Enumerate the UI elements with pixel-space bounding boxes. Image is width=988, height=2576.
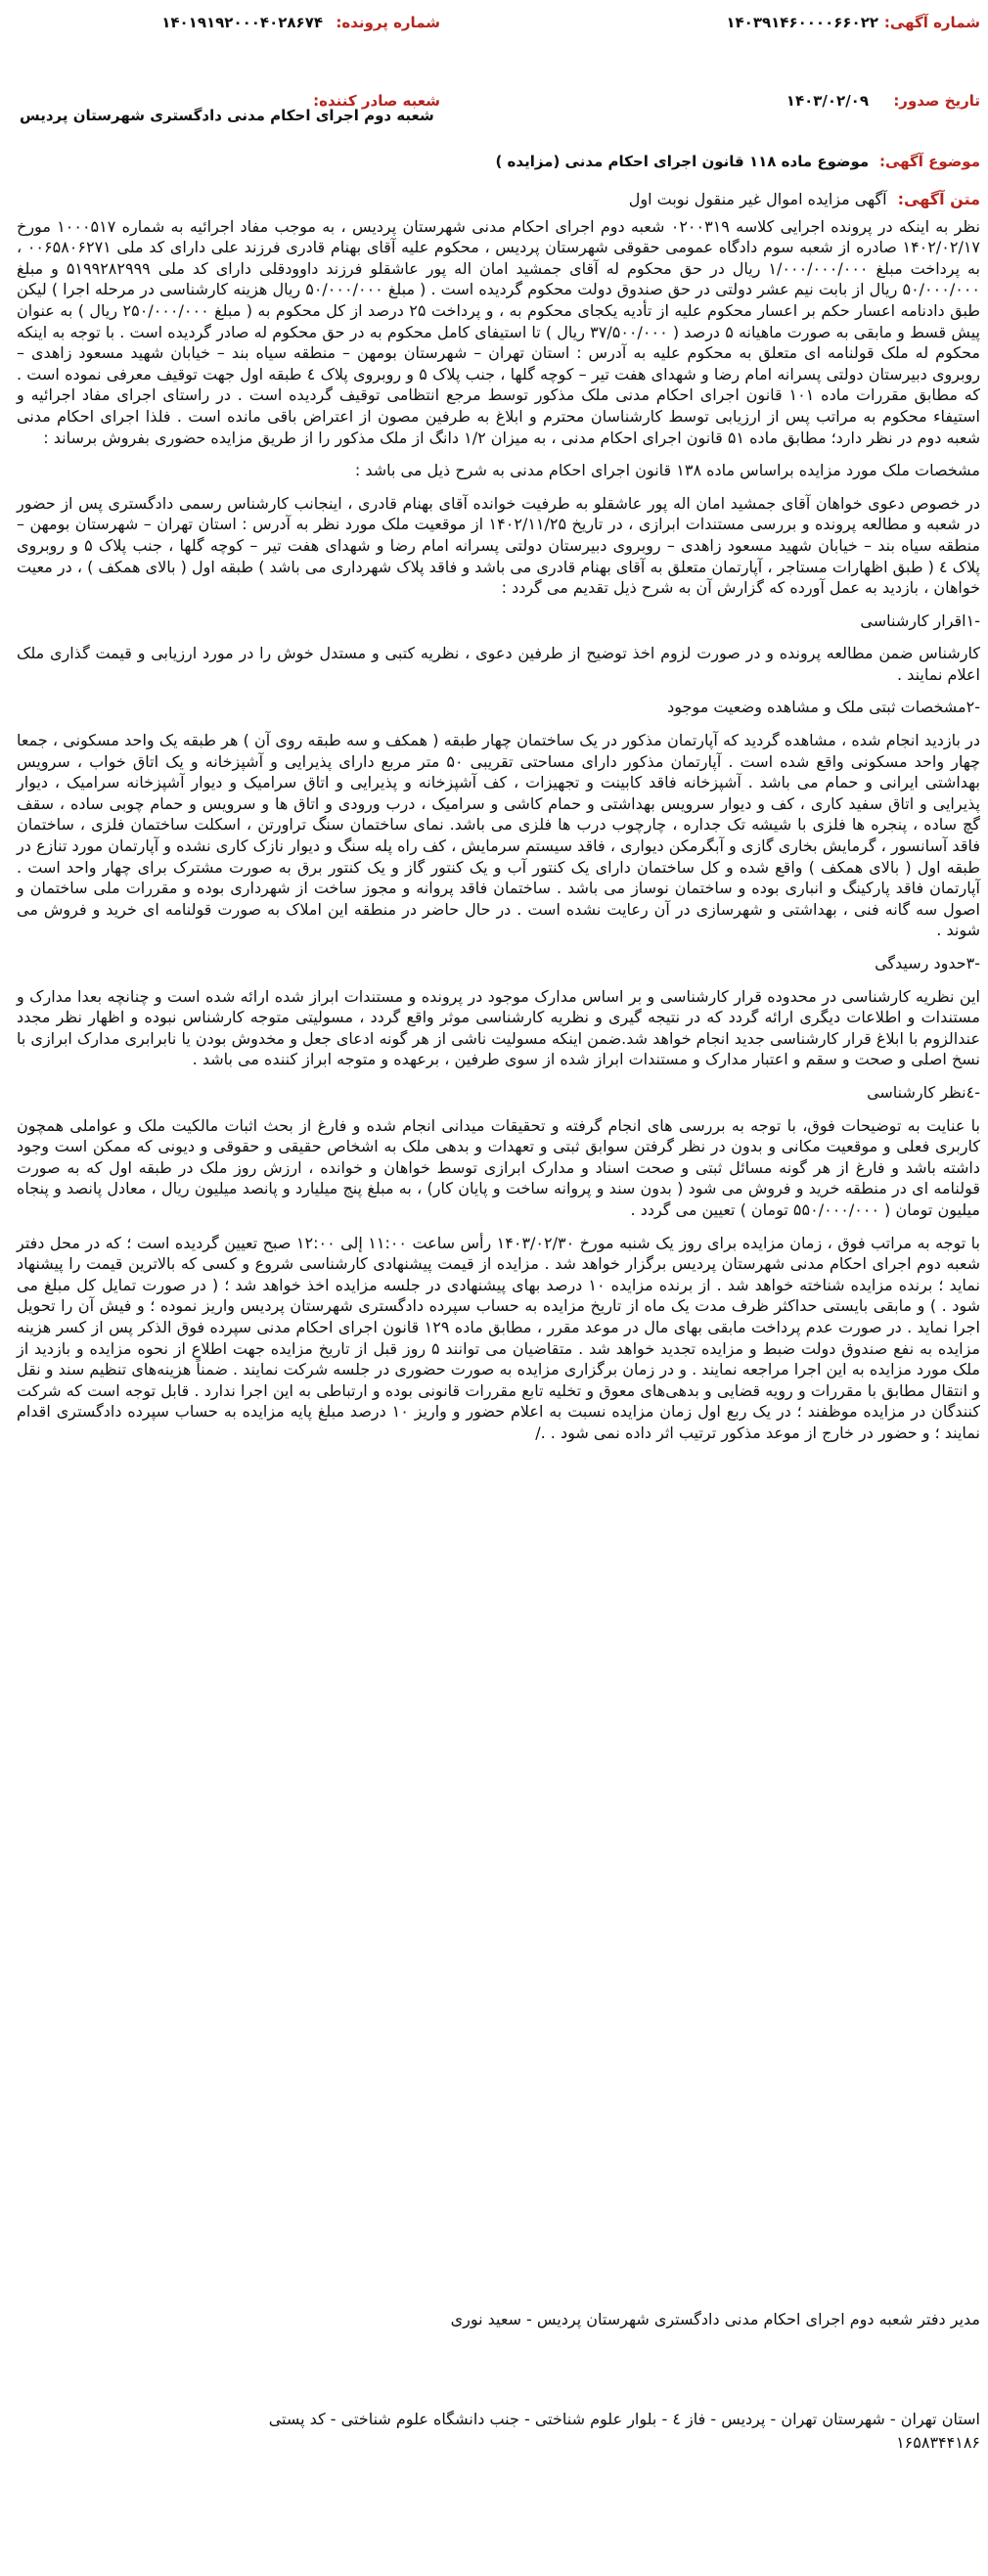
- ad-number-value: ۱۴۰۳۹۱۴۶۰۰۰۰۶۶۰۲۲: [726, 14, 878, 31]
- section-2-title: -۲مشخصات ثبتی ملک و مشاهده وضعیت موجود: [667, 698, 980, 717]
- case-number-label: شماره پرونده:: [336, 14, 440, 31]
- section-4-text: با عنایت به توضیحات فوق، با توجه به بررسی های انجام گرفته و تحقیقات میدانی انجام شده و فارغ از بحث اثبات مالکیت ملک و عواملی همچون کاربری فعلی و موقعیت مکانی و بدون در نظر گرفتن سوابق ثبتی و تعهدات و بدهی ملک به اشخاص حقیقی و حقوقی و دیونی که ممکن است وجود داشته باشد و فارغ از هر گونه مسائل ثبتی و صحت اسناد و مدارک ابرازی توسط خواهان و خوانده ، ارزش روز ملک در طبقه اول که به صورت قولنامه ای در منطقه خرید و فروش می شود ( بدون سند و پروانه ساخت و پایان کار) ، به مبلغ پنج میلیارد و پانصد میلیون ریال ، معادل پانصد و پنجاه میلیون تومان ( ۵۵۰/۰۰۰/۰۰۰ تومان ) تعیین می گردد .: [17, 1115, 980, 1219]
- section-3-title: -۳حدود رسیدگی: [875, 954, 980, 972]
- signature-line: مدیر دفتر شعبه دوم اجرای احکام مدنی دادگستری شهرستان پردیس - سعید نوری: [450, 2310, 980, 2328]
- subject-value: موضوع ماده ۱۱۸ قانون اجرای احکام مدنی (مزایده ): [495, 153, 870, 170]
- intro-paragraph: نظر به اینکه در پرونده اجرایی کلاسه ۰۲۰۰۳۱۹ شعبه دوم اجرای احکام مدنی شهرستان پردیس ، به موجب مفاد اجرائیه به شماره ۱۰۰۰۵۱۷ مورخ ۱۴۰۲/۰۲/۱۷ صادره از شعبه سوم دادگاه عمومی حقوقی شهرستان پردیس ، محکوم علیه آقای بهنام قادری فرزند علی دارای کد ملی ۰۰۶۵۸۰۶۲۷۱ ، به پرداخت مبلغ ۱/۰۰۰/۰۰۰/۰۰۰ ریال در حق محکوم له آقای جمشید امان اله پور عاشقلو فرزند داوودقلی دارای کد ملی ۵۱۹۹۲۸۲۹۹۹ و مبلغ ۵۰/۰۰۰/۰۰۰ ریال از بابت نیم عشر دولتی در حق صندوق دولت محکوم گردیده است . ( مبلغ ۵۰/۰۰۰/۰۰۰ ریال هزینه کارشناسی در مرحله اجرا ) لیکن طبق دادنامه اعسار حکم بر اعسار محکوم علیه از تأدیه یکجای محکوم به ، و پرداخت ۲۵ درصد از کل محکوم به ( مبلغ ۲۵۰/۰۰۰/۰۰۰ ریال ) به عنوان پیش قسط و مابقی به صورت ماهیانه ۵ درصد ( ۳۷/۵۰۰/۰۰۰ ریال ) تا استیفای کامل محکوم به در حق محکوم له صادر گردیده است . با توجه به اینکه محکوم له ملک قولنامه ای متعلق به محکوم علیه به آدرس : استان تهران – شهرستان بومهن – منطقه سیاه بند – خیابان شهید مسعود زاهدی – روبروی دبیرستان دولتی پسرانه امام رضا و شهدای هفت تیر – کوچه گلها ، جنب پلاک ۵ و روبروی پلاک ٤ طبقه اول جهت توقیف معرفی نموده است . که مطابق مقررات ماده ۱۰۱ قانون اجرای احکام مدنی ملک مذکور توسط مرجع انتظامی توقیف گردیده است . در راستای اجرای مفاد اجرائیه و استیفاء محکوم به مراتب پس از ارزیابی توسط کارشناسان محترم و ابلاغ به طرفین مصون از اعتراض باقی مانده است . فلذا اجرای احکام مدنی شعبه دوم در نظر دارد؛ مطابق ماده ۵۱ قانون اجرای احکام مدنی ، به میزان ۱/۲ دانگ از ملک مذکور را از طریق مزایده حضوری بفروش برساند :: [17, 216, 981, 447]
- section-1-text: کارشناس ضمن مطالعه پرونده و در صورت لزوم اخذ توضیح از طرفین دعوی ، نظریه کتبی و مستدل خوش را در مورد ارزیابی و قیمت گذاری ملک اعلام نمایند .: [17, 644, 980, 684]
- auction-terms-paragraph: با توجه به مراتب فوق ، زمان مزایده برای روز یک شنبه مورخ ۱۴۰۳/۰۲/۳۰ رأس ساعت ۱۱:۰۰ إلی ۱۲:۰۰ صبح تعیین گردیده است ؛ که در محل دفتر شعبه دوم اجرای احکام مدنی شهرستان پردیس برگزار خواهد شد . مزایده از قیمت پیشنهادی کارشناسی شروع و کسی که بالاترین قیمت را پیشنهاد نماید ؛ برنده مزایده شناخته خواهد شد . از برنده مزایده ۱۰ درصد بهای پیشنهادی در جلسه مزایده اخذ خواهد شد ؛ ( در صورت تمایل کل مبلغ می شود . ) و مابقی بایستی حداکثر ظرف مدت یک ماه از تاریخ مزایده به حساب سپرده دادگستری شهرستان پردیس واریز نموده ؛ و فیش آن را تحویل اجرا نماید . در صورت عدم پرداخت مابقی بهای مال در موعد مقرر ، مطابق ماده ۱۲۹ قانون اجرای احکام مدنی سپرده فوق الذکر پس از کسر هزینه مزایده به نفع صندوق دولت ضبط و مزایده تجدید خواهد شد . متقاضیان می توانند ۵ روز قبل از تاریخ مزایده جهت اطلاع از نحوه مزایده و بازدید از ملک مورد مزایده به این اجرا مراجعه نمایند . و در زمان برگزاری مزایده به صورت حضوری در جلسه شرکت نمایند . ضمناً هزینه‌های تنظیم سند و نقل و انتقال مطابق با مقررات و رویه قضایی و بدهی‌های معوق و تخلیه تابع مقررات قانونی بوده و ارتباطی به این اجرا ندارد . قابل توجه است که شرکت کنندگان در مزایده موظفند ؛ در یک ربع اول زمان مزایده نسبت به اعلام حضور و واریز ۱۰ درصد مبلغ پایه مزایده به حساب سپرده دادگستری اقدام نمایند ؛ و حضور در خارج از موعد مذکور ترتیب اثر داده نمی شود . ./: [17, 1233, 981, 1442]
- text-label: متن آگهی:: [897, 190, 980, 208]
- notice-title: آگهی مزایده اموال غیر منقول نوبت اول: [628, 190, 887, 208]
- notice-title-line: [17, 189, 980, 210]
- section-2-text: در بازدید انجام شده ، مشاهده گردید که آپارتمان مذکور در یک ساختمان چهار طبقه ( همکف و سه طبقه روی آن ) هر طبقه یک واحد مسکونی ، جمعا چهار واحد مسکونی واقع شده است . آپارتمان مذکور دارای مساحتی تقریبی ۵۰ متر مربع دارای پذیرایی و آشپزخانه و یک اتاق خواب ، سرویس بهداشتی ایرانی و حمام می باشد . آشپزخانه فاقد کابینت و تجهیزات ، کف آشپزخانه و پذیرایی و اتاق سرامیک و دیوار آشپزخانه سرامیک ، دیوار پذیرایی و اتاق سفید کاری ، کف و دیوار سرویس بهداشتی و حمام کاشی و سرامیک ، درب ورودی و اتاق ها و سرویس و حمام چوبی ساده ، سقف گچ ساده ، پنجره ها فلزی با شیشه تک جداره ، چارچوب درب ها فلزی می باشد. نمای ساختمان سنگ تراورتن ، اسکلت ساختمان فلزی ، ساختمان فاقد آسانسور ، گرمایش بخاری گازی و آبگرمکن دیواری ، فاقد سیستم سرمایش ، کف راه پله سنگ و دیوار نازک کاری نشده و آپارتمان مورد تنازع در طبقه اول ( بالای همکف ) واقع شده و کل ساختمان دارای یک کنتور آب و یک کنتور گاز و یک کنتور برق به صورت مشترک برای چهار واحد است . آپارتمان فاقد پارکینگ و انباری بوده و ساختمان نوساز می باشد . ساختمان فاقد پروانه و مجوز ساخت از شهرداری بوده و مقررات ملی ساختمان و اصول سه گانه فنی ، بهداشتی و شهرسازی در آن رعایت نشده است . در حال حاضر در منطقه این املاک به صورت قولنامه ای خرید و فروش می شوند .: [17, 731, 980, 940]
- address-line: استان تهران - شهرستان تهران - پردیس - فاز ٤ - بلوار علوم شناختی - جنب دانشگاه علوم شناختی - کد پستی: [268, 2410, 980, 2428]
- subject-label: موضوع آگهی:: [878, 153, 980, 170]
- section-1-title: -۱اقرار کارشناسی: [860, 610, 980, 630]
- notice-subject: [495, 147, 980, 176]
- notice-body: [17, 189, 980, 1455]
- property-spec-heading: مشخصات ملک مورد مزایده براساس ماده ۱۳۸ قانون اجرای احکام مدنی به شرح ذیل می باشد :: [354, 461, 980, 480]
- issue-date-value: ۱۴۰۳/۰۲/۰۹: [786, 92, 869, 110]
- issuer-label: شعبه صادر کننده:: [313, 92, 440, 110]
- section-3-text: این نظریه کارشناسی در محدوده قرار کارشناسی و بر اساس مدارک موجود در پرونده و مستندات ابراز شده ارائه شده است و چنانچه بعدا مدارک و مستندات و اطلاعات دیگری ارائه گردد که در نتیجه گیری و نظریه کارشناسی موثر واقع گردد ، مسولیتی متوجه کارشناس نبوده و اظهار نظر مجدد عندالزوم با ابلاغ قرار کارشناسی جدید انجام خواهد شد.ضمن اینکه مسولیت ناشی از هر گونه ادعای جعل و مخدوش بودن یا نابرابری مدارک ابرازی با نسخ اصلی و صحت و سقم و اعتبار مدارک و مستندات ابراز شده از سوی طرفین ، برعهده و متوجه ابراز کننده می باشد .: [17, 986, 980, 1069]
- expert-report-paragraph: در خصوص دعوی خواهان آقای جمشید امان اله پور عاشقلو به طرفیت خوانده آقای بهنام قادری ، اینجانب کارشناس رسمی دادگستری پس از حضور در شعبه و مطالعه پرونده و بررسی مستندات ابرازی ، در تاریخ ۱۴۰۲/۱۱/۲۵ از موقعیت ملک مورد نظر به آدرس : استان تهران – شهرستان بومهن – منطقه سیاه بند – خیابان شهید مسعود زاهدی – روبروی دبیرستان دولتی پسرانه امام رضا و شهدای هفت تیر – کوچه گلها ، جنب پلاک ۵ و روبروی پلاک ٤ ( طبق اظهارات مستاجر ، آپارتمان متعلق به آقای بهنام قادری می باشد و فاقد پلاک شهرداری می باشد ) طبقه اول ( بالای همکف ) ، در معیت خواهان ، بازدید به عمل آورده که گزارش آن به شرح ذیل تقدیم می گردد :: [17, 493, 981, 598]
- ad-number-label: شماره آگهی:: [883, 14, 980, 31]
- header-row-1: [0, 8, 988, 37]
- case-number-value: ۱۴۰۱۹۱۹۲۰۰۰۴۰۲۸۶۷۴: [161, 14, 323, 31]
- issue-date-label: تاریخ صدور:: [893, 92, 980, 110]
- section-4-title: -٤نظر کارشناسی: [867, 1082, 980, 1102]
- header-row-3: [0, 101, 988, 130]
- issuer-value: شعبه دوم اجرای احکام مدنی دادگستری شهرستان پردیس: [20, 107, 434, 124]
- postal-code: ۱۶۵۸۳۴۴۱۸۶: [896, 2433, 980, 2452]
